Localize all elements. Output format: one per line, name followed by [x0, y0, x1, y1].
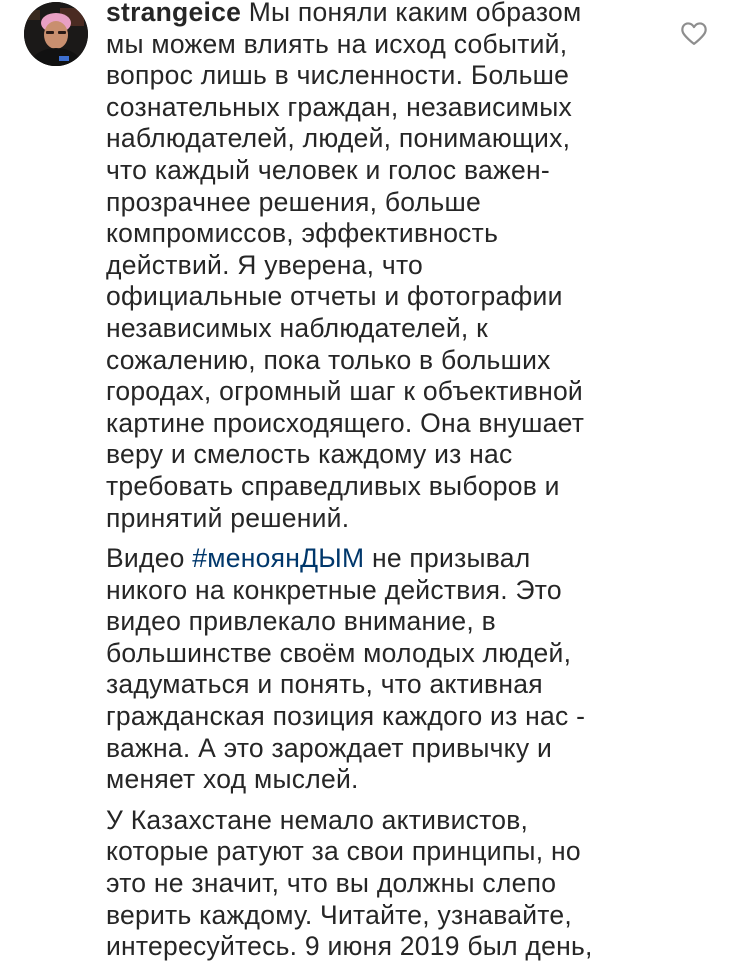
comment-line: компромиссов, эффективность	[106, 218, 499, 249]
comment-line: вопрос лишь в численности. Больше	[106, 60, 570, 91]
comment-line: что каждый человек и голос важен-	[106, 154, 550, 185]
comment-line: мы можем влиять на исход событий,	[106, 28, 568, 59]
comment-line: требовать справедливых выборов и	[106, 470, 560, 501]
comment-text: Мы поняли каким образом	[248, 0, 582, 27]
comment-line	[106, 543, 666, 575]
comment-line: большинстве своём молодых людей,	[106, 637, 572, 668]
comment-paragraph-2	[106, 543, 666, 796]
comment-body	[106, 0, 666, 972]
comment-line: официальные отчеты и фотографии	[106, 281, 563, 312]
comment-line: городах, огромный шаг к объективной	[106, 376, 583, 407]
comment-line: прозрачнее решения, больше	[106, 186, 481, 217]
comment-line: верить каждому. Читайте, узнавайте,	[106, 899, 572, 930]
comment-paragraph-3	[106, 805, 666, 963]
username-link[interactable]: strangeice	[106, 0, 242, 27]
comment-line: сознательных граждан, независимых	[106, 91, 572, 122]
comment-line: никого на конкретные действия. Это	[106, 574, 562, 605]
comment-line: которые ратуют за свои принципы, но	[106, 836, 581, 867]
heart-outline-icon	[680, 20, 708, 46]
comment-line: принятий решений.	[106, 502, 350, 533]
comment-text: Видео	[106, 543, 193, 574]
comment-line: сожалению, пока только в больших	[106, 344, 551, 375]
comment-line: наблюдателей, людей, понимающих,	[106, 123, 571, 154]
comment-line: задуматься и понять, что активная	[106, 669, 543, 700]
comment-line: картине происходящего. Она внушает	[106, 407, 585, 438]
comment-line	[106, 0, 666, 29]
comment-line: видео привлекало внимание, в	[106, 606, 496, 637]
hashtag-link[interactable]: #меноянДЫМ	[192, 543, 365, 574]
user-avatar[interactable]	[24, 2, 88, 66]
comment-line: важна. А это зарождает привычку и	[106, 732, 552, 763]
like-button[interactable]	[680, 20, 708, 46]
comment-line: У Казахстане немало активистов,	[106, 804, 529, 835]
comment-line: это не значит, что вы должны слепо	[106, 868, 557, 899]
comment-line: независимых наблюдателей, к	[106, 312, 488, 343]
comment-line: меняет ход мыслей.	[106, 764, 359, 795]
comment-line: действий. Я уверена, что	[106, 249, 424, 280]
comment-text: не призывал	[364, 543, 531, 574]
comment-line: веру и смелость каждому из нас	[106, 439, 513, 470]
comment-line: интересуйтесь. 9 июня 2019 был день,	[106, 931, 593, 962]
comment-paragraph-1	[106, 0, 666, 534]
comment-line: гражданская позиция каждого из нас -	[106, 701, 586, 732]
